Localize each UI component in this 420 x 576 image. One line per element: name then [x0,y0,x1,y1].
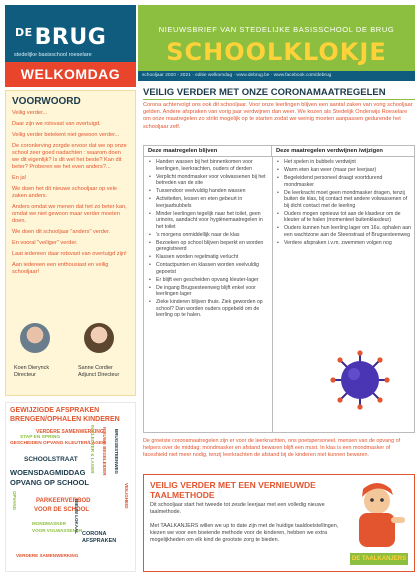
voorwoord-paragraph: En ja! [12,175,27,181]
list-item: • Activiteiten, lessen en eten gebeurt in leerjaarbubbels [148,196,270,209]
list-item: • Ouders kunnen hun leerling lager om 16u. ophalen aan een wachtzone aan de Steenstraat of Brugsesteenweg [276,225,412,238]
voorwoord-paragraph: Daar zijn we rotsvast van overtuigd. [12,121,101,127]
voorwoord-paragraph: Aan iedereen een enthousiast en veilig schooljaar! [12,262,109,275]
voorwoord-paragraph: De coronlerving zorgde ervoor dat we op onze school zeer goed nadachten : waarom doen we dit eigenlijk? Is dit wel het beste? Kan dit beter? Proberen we het even anders?... [12,143,127,170]
article-title: VEILIG VERDER MET ONZE CORONAMAATREGELEN [143,87,386,98]
list-item: • 's morgens onmiddellijk naar de klas [148,232,270,239]
brand-panel [5,5,136,87]
school-tagline: stedelijke basisschool roeselare [14,52,92,58]
cloud-word: VOOR DE SCHOOL [34,507,90,513]
coronavirus-icon [330,350,390,410]
column-divider [272,157,273,432]
list-item: • Zieke kinderen blijven thuis. Ziek geworden op school? Dan worden ouders opgebeld om de leerling op te halen. [148,299,270,319]
cloud-word: AFSPRAKEN [82,538,117,544]
voorwoord-paragraph: Veilig verder... [12,110,48,116]
cloud-word-vertical: VEILIGHEID [124,483,129,509]
cloud-word: MONDMASKER [32,521,66,526]
word-cloud [5,402,136,572]
list-item: • Handen wassen bij het binnenkomen voor leerlingen, leerkrachten, ouders of derden [148,159,270,172]
list-item: • Het spelen in bubbels verdwijnt [276,159,412,166]
article-intro: Corona achtervolgt ons ook dit schooljaar. Voor onze leerlingen blijven een aantal zaken van vorig schooljaar gelden. Andere afspraken van vorig jaar verdwijnen dan weer. We kozen als Stedelijk Onderwijs Roeselare om onze maatregelen zo strikt mogelijk op te starten zodat we weinig moeten aanpassen gedurende het schooljaar zelf. [143,102,413,130]
cloud-word-vertical: OPVANG [12,491,17,511]
cloud-word: GEWIJZIGDE AFSPRAKEN [10,407,100,414]
article-closing: De groeiste coronamaatregelen zijn er voor de leerkrachten, ons poetspersoneel, mensen van de opvang of helpers over de middag: mondmasker en afstand bewaren blijft een must. In klas is een mondmasker of faceshield niet meer nodig, tenzij leerkrachten de afstand bij de kinderen niet kunnen bewaren. [143,438,401,458]
table-header-stay: Deze maatregelen blijven [144,146,272,157]
masthead-title: SCHOOLKLOKJE [166,38,387,66]
list-item: • De leerkracht moet geen mondmasker dragen, tenzij buiten de klas, bij contact met andere volwassenen of bij dicht contact met de leerling [276,190,412,210]
cloud-word: SCHOOLSTRAAT [24,456,78,463]
list-item: • Verplicht mondmasker voor volwassenen bij het betreden van de site [148,174,270,187]
list-item: • Er blijft een gescheiden opvang kleuter-lager [148,277,270,284]
list-item: • Ouders mogen opnieuw tot aan de klasdeur om de kleuter af te halen (momenteel buitenklasdeur) [276,211,412,224]
director-signature: Koen Dierynck Directeur [14,365,50,378]
voorwoord-paragraph: Veilig verder betekent niet gewoon verder... [12,132,120,138]
cloud-word: VERDERE SAMENWERKING [36,429,104,435]
language-method-box [143,474,415,572]
director-photo [20,323,50,353]
language-method-paragraph: Dit schooljaar start het tweede tot zesde leerjaar met een volledig nieuwe taalmethode. [150,502,325,515]
voorwoord-paragraph: En vooral "veiliger" verder. [12,240,78,246]
voorwoord-paragraph: We doen het dit nieuwe schooljaar op vele zaken anders. [12,186,118,199]
director-portraits [6,323,137,395]
list-item: • Bezoeken op school blijven beperkt en worden geregistreerd [148,240,270,253]
cloud-word-vertical: BRUGSESTEENWEG [114,429,119,475]
stay-list [148,159,270,320]
cloud-word-vertical: NIEUWE BEGELEIDER [102,427,107,476]
list-item: • Warm eten kan weer (maar per leerjaar) [276,167,412,174]
cloud-word-vertical: IN KLEUTER & LAGER [90,425,95,474]
cloud-word: BRENGEN/OPHALEN KINDEREN [10,416,120,423]
voorwoord-paragraph: Anders omdat we menen dat het zo beter kan, omdat we niet gewoon maar verder moeten doen. [12,204,127,224]
change-list [276,159,412,248]
language-method-paragraph: Met TAALKANJERS willen we up to date zijn met de huidige taaldoelstellingen, kiezen we voor een boeiende methode voor de kinderen, hebben we extra mogelijkheden om elk kind de grootste zorg te bieden. [150,523,339,543]
cloud-word: WOENSDAGMIDDAG [10,468,86,477]
cloud-word: OPVANG OP SCHOOL [10,478,89,487]
cloud-word: PARKEERVERBOD [36,498,91,504]
voorwoord-panel [5,90,136,396]
list-item: • Verdere afspraken i.v.m. zwemmen volgen nog [276,240,412,247]
cloud-word: VOOR VOLWASSENEN [32,528,83,533]
cloud-word: CORONA [82,531,107,537]
list-item: • Klassen worden regelmatig verlucht [148,254,270,261]
adjunct-director-photo [84,323,114,353]
school-logo: $^{DE}$BRUG [15,25,107,50]
list-item: • Begeleidend personeel draagt voortdurend mondmasker [276,175,412,188]
cloud-word-vertical: NIEUW LOKAAL [74,499,79,534]
welcome-banner: WELKOMDAG [5,62,136,87]
voorwoord-paragraph: We doen dit schooljaar "anders" verder. [12,229,111,235]
adjunct-director-signature: Sanne Cordier Adjunct Directeur [78,365,120,378]
list-item: • Contactpunten en klassen worden veelvuldig gepoetst [148,262,270,275]
voorwoord-paragraph: Laat iedereen daar rotsvast van overtuigd zijn! [12,251,127,257]
list-item: • Minder leerlingen tegelijk naar het toilet, geen urinoirs, aandacht voor hygiënemaatregelen in het toilet [148,211,270,231]
cloud-word: STAP EN SPRING [20,435,61,440]
taalkanjers-logo: DE TAALKANJERS [350,553,408,565]
list-item: • De ingang Brugsesteenweg blijft enkel voor leerlingen lager [148,285,270,298]
cloud-word: GESCHEIDEN OPVANG KLEUTER/LAGER [10,441,106,446]
masthead-meta: schooljaar 2020 - 2021 · editie welkomdag · www.debrug.be · www.facebook.com/debrug [138,71,415,81]
masthead-kicker: NIEUWSBRIEF VAN STEDELIJKE BASISSCHOOL DE BRUG [158,25,395,34]
cloud-word: VERDERE SAMENWERKING [16,553,79,558]
title-divider [143,99,415,100]
language-method-title: VEILIG VERDER MET EEN VERNIEUWDE TAALMETHODE [150,480,316,500]
masthead [138,5,415,71]
table-header-change: Deze maatregelen verdwijnen /wijzigen [272,146,414,157]
voorwoord-title: VOORWOORD [12,96,81,107]
list-item: • Tussendoor veelvuldig handen wassen [148,188,270,195]
